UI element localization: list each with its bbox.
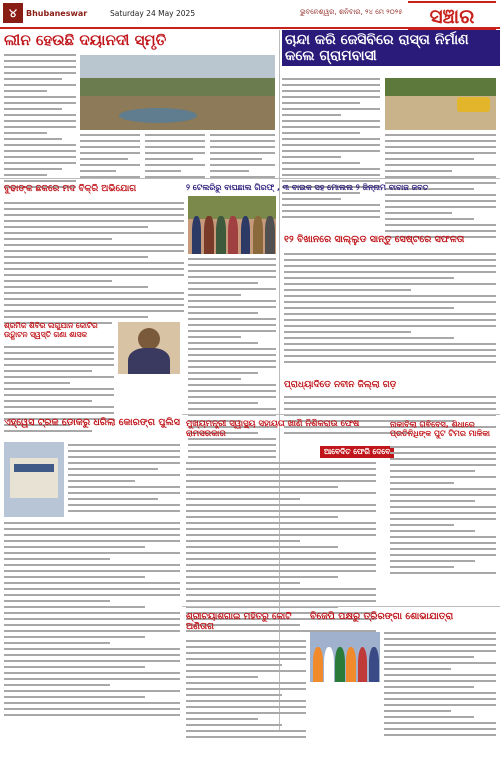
story12-body xyxy=(384,632,496,740)
story9-badge: ଆବେଦିତ ଫେରି ଦେବେ xyxy=(320,446,394,458)
edition-city: Bhubaneswar xyxy=(26,9,88,18)
story2-col1 xyxy=(282,78,380,222)
story3-body xyxy=(4,202,184,328)
story8-headline: ପ୍ରାଧ୍ୟାଦିଡେ ନବୀନ ଜିଲ୍ଲା ଗଡ଼ xyxy=(284,380,397,390)
story3-headline: ବୁଢାଙ୍କ ଛକରେ ମଦ ବିକ୍ରି ଅଭିଯୋଗ xyxy=(4,184,137,194)
story11-headline: ଶ୍ରୀଚୟାଶଗାଇ ମହିତରୁ କୋଟି ଅଣିତାଗ xyxy=(186,612,292,633)
story4-headline: ୨ ଟେଲରିରୁ ବାଘଛାଲ ଗିରଫ୍ , ୩ ବାଇକ ସହ ମୋଲଲ ୨ ଜିନ୍ନାମ ବାବାଜ ଜବତ xyxy=(186,183,429,192)
story7-headline: ଏହ୍ୱେସ ଟ୍ରକ ଡୋକରୁ ଧରିଲା କୋରଙ୍ଗ ପୁଲିସ xyxy=(4,417,180,428)
story1-headline: ଲୀନ ହେଉଛି ଦୟାନଦୀ ସ୍ମୃତି xyxy=(4,31,167,49)
story11-body xyxy=(186,640,306,742)
story5-body xyxy=(284,253,496,367)
story7-body-cont xyxy=(4,522,180,720)
row-divider-1 xyxy=(0,178,500,179)
story12-headline: ବିଜେପି ପକ୍ଷରୁ ତ୍ରିରଙ୍ଗା ଶୋଭାଯାତ୍ରା xyxy=(310,611,454,622)
story1-col2 xyxy=(80,134,140,182)
issue-date: Saturday 24 May 2025 xyxy=(110,9,196,18)
story1-photo xyxy=(80,55,275,130)
story9-headline: ମୁଖ୍ୟମନ୍ତ୍ରୀ ସ୍ୱାସ୍ଥ୍ୟ ସହାୟତା ଖାଣି ନିଶିକରାଉ ଫେଷ ରାମସରକାର xyxy=(186,419,360,439)
story1-col3 xyxy=(145,134,205,182)
header-rule xyxy=(0,27,500,29)
story10-body xyxy=(390,446,496,578)
story7-body xyxy=(68,444,180,516)
masthead-logo: ସଞ୍ଚାର xyxy=(408,1,496,30)
story1-col1 xyxy=(4,54,76,192)
story1-col4 xyxy=(210,134,275,182)
story12-photo-rally xyxy=(310,632,380,682)
story6-headline: ଶ୍ରମିକ ଶିବିର ଲଗୁଯାନ କୋଟିର ଉଦ୍ଘାଟନ ସ୍ୱସ୍ତି ଗଣା ଶାସକ xyxy=(4,321,98,339)
story6-photo-portrait xyxy=(118,322,180,374)
story10-headline: ନାକାବିଲା ଗଵିବେସ, ଶିଧାରେ ପ୍ରତିନିଧିଙ୍କ ପୁଟ ଟିମର ମାଳିକା xyxy=(390,420,491,439)
page-number: ୪ xyxy=(3,3,23,23)
story9-body xyxy=(186,462,376,636)
story5-headline: ୧୨ ବିଖାନରେ ସାଲ୍ଲୁଡ ସାନ୍ତୁ ସେଷ୍ଟରେ ସଫଳତା xyxy=(284,234,465,245)
page-header xyxy=(0,0,500,27)
issue-date-odia: ଭୁବନେଶ୍ୱର, ଶନିବାର, ୨୪ ମେ ୨୦୨୫ xyxy=(300,8,403,16)
row-divider-2 xyxy=(182,414,500,415)
story2-headline: ଚାନ୍ଦା କରି ଜେସିବିରେ ରାସ୍ତା ନିର୍ମାଣ କଲେ ଗ୍ରାମବାସୀ xyxy=(282,30,500,66)
story7-photo-police-station xyxy=(4,442,64,517)
story2-photo-jcb xyxy=(385,78,496,130)
row-divider-3 xyxy=(182,606,500,607)
story4-photo-group xyxy=(188,196,276,254)
